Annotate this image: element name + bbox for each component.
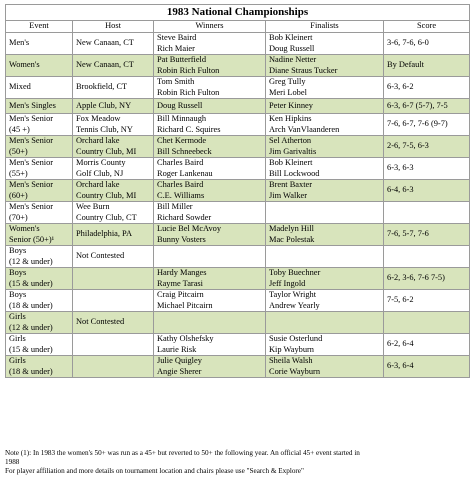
event-cell-line: Women's	[9, 60, 40, 70]
event-cell	[6, 268, 73, 290]
finalists-cell	[266, 224, 384, 246]
finalists-cell-line: Sheila Walsh	[269, 356, 313, 365]
finalists-cell	[266, 55, 384, 77]
finalists-cell	[266, 290, 384, 312]
winners-cell-line: Hardy Manges	[157, 268, 207, 277]
winners-cell-line: Rich Maier	[157, 43, 195, 53]
table-row	[6, 158, 470, 180]
finalists-cell-line: Bob Kleinert	[269, 158, 313, 167]
event-cell	[6, 158, 73, 180]
host-cell-line: Morris County	[76, 158, 126, 167]
table-row	[6, 268, 470, 290]
event-cell	[6, 224, 73, 246]
winners-cell-line: Lucie Bel McAvoy	[157, 224, 222, 233]
event-cell	[6, 334, 73, 356]
host-cell-line: Brookfield, CT	[76, 82, 128, 92]
finalists-cell-line: Kip Wayburn	[269, 344, 314, 354]
winners-cell	[154, 33, 266, 55]
championship-table-container	[5, 4, 469, 378]
score-cell: 7-5, 6-2	[384, 290, 470, 312]
winners-cell-line: Bill Minnaugh	[157, 114, 207, 123]
finalists-cell-line: Nadine Netter	[269, 55, 317, 64]
event-cell-line: (12 & under)	[9, 322, 53, 332]
finalists-cell	[266, 268, 384, 290]
host-cell	[73, 180, 154, 202]
header-row	[6, 21, 470, 33]
score-cell	[384, 312, 470, 334]
winners-cell	[154, 268, 266, 290]
winners-cell	[154, 99, 266, 114]
winners-cell-line: Kathy Olshefsky	[157, 334, 214, 343]
table-row	[6, 99, 470, 114]
finalists-cell-line: Doug Russell	[269, 43, 315, 53]
header-finalists: Finalists	[266, 21, 384, 33]
score-cell: 6-4, 6-3	[384, 180, 470, 202]
winners-cell	[154, 312, 266, 334]
event-cell-line: (15 & under)	[9, 344, 53, 354]
event-cell	[6, 290, 73, 312]
event-cell-line: Men's Senior	[9, 180, 54, 189]
event-cell	[6, 180, 73, 202]
finalists-cell-line: Ken Hipkins	[269, 114, 312, 123]
event-cell-line: (60+)	[9, 190, 28, 200]
winners-cell-line: Richard Sowder	[157, 212, 212, 222]
winners-cell	[154, 77, 266, 99]
score-cell	[384, 246, 470, 268]
finalists-cell	[266, 136, 384, 158]
event-cell-line: (50+)	[9, 146, 28, 156]
event-cell-line: Men's Senior	[9, 114, 54, 123]
finalists-cell-line: Meri Lobel	[269, 87, 307, 97]
host-cell-line: Country Club, MI	[76, 190, 137, 200]
winners-cell	[154, 356, 266, 378]
event-cell-line: Mixed	[9, 82, 31, 92]
table-row	[6, 356, 470, 378]
table-body	[6, 33, 470, 378]
winners-cell-line: Bunny Vosters	[157, 234, 206, 244]
event-cell	[6, 312, 73, 334]
finalists-cell-line: Corie Wayburn	[269, 366, 321, 376]
host-cell	[73, 312, 154, 334]
event-cell-line: Men's Senior	[9, 136, 54, 145]
score-cell: 7-6, 6-7, 7-6 (9-7)	[384, 114, 470, 136]
host-cell-line: Apple Club, NY	[76, 100, 132, 110]
host-cell-line: Orchard lake	[76, 180, 120, 189]
finalists-cell	[266, 158, 384, 180]
score-cell: 6-3, 6-2	[384, 77, 470, 99]
finalists-cell-line: Mac Polestak	[269, 234, 315, 244]
host-cell	[73, 114, 154, 136]
event-cell-line: Men's	[9, 38, 30, 48]
header-host: Host	[73, 21, 154, 33]
winners-cell-line: Charles Baird	[157, 158, 204, 167]
host-cell-line: Not Contested	[76, 251, 125, 261]
host-cell-line: Orchard lake	[76, 136, 120, 145]
table-title: 1983 National Championships	[6, 5, 470, 21]
host-cell	[73, 55, 154, 77]
winners-cell-line: Tom Smith	[157, 77, 195, 86]
event-cell	[6, 136, 73, 158]
event-cell	[6, 99, 73, 114]
finalists-cell	[266, 77, 384, 99]
winners-cell	[154, 246, 266, 268]
finalists-cell-line: Andrew Yearly	[269, 300, 320, 310]
table-row	[6, 180, 470, 202]
winners-cell	[154, 114, 266, 136]
score-cell: 6-3, 6-3	[384, 158, 470, 180]
event-cell-line: (55+)	[9, 168, 28, 178]
score-cell: 6-3, 6-4	[384, 356, 470, 378]
winners-cell-line: Rayme Tarasi	[157, 278, 204, 288]
finalists-cell	[266, 114, 384, 136]
host-cell	[73, 99, 154, 114]
event-cell	[6, 202, 73, 224]
finalists-cell	[266, 246, 384, 268]
finalists-cell-line: Jim Walker	[269, 190, 308, 200]
host-cell-line: Wee Burn	[76, 202, 110, 211]
winners-cell	[154, 334, 266, 356]
event-cell-line: Men's Senior	[9, 202, 54, 211]
winners-cell	[154, 180, 266, 202]
event-cell-line: Girls	[9, 334, 26, 343]
score-cell: 2-6, 7-5, 6-3	[384, 136, 470, 158]
table-row	[6, 246, 470, 268]
winners-cell-line: Richard C. Squires	[157, 124, 221, 134]
winners-cell	[154, 290, 266, 312]
table-row	[6, 202, 470, 224]
finalists-cell-line: Jeff Ingold	[269, 278, 306, 288]
finalists-cell-line: Jim Garivaltis	[269, 146, 317, 156]
table-row	[6, 77, 470, 99]
host-cell-line: Not Contested	[76, 317, 125, 327]
host-cell-line: Golf Club, NJ	[76, 168, 124, 178]
footnotes	[5, 449, 467, 476]
host-cell-line: Country Club, CT	[76, 212, 137, 222]
header-event: Event	[6, 21, 73, 33]
event-cell-line: Girls	[9, 312, 26, 321]
event-cell	[6, 246, 73, 268]
finalists-cell	[266, 312, 384, 334]
winners-cell	[154, 136, 266, 158]
finalists-cell	[266, 33, 384, 55]
table-row	[6, 136, 470, 158]
event-cell-line: Men's Senior	[9, 158, 54, 167]
finalists-cell	[266, 202, 384, 224]
table-row	[6, 114, 470, 136]
host-cell-line: New Canaan, CT	[76, 60, 134, 70]
winners-cell-line: Charles Baird	[157, 180, 204, 189]
finalists-cell-line: Bill Lockwood	[269, 168, 320, 178]
finalists-cell	[266, 334, 384, 356]
table-row	[6, 290, 470, 312]
host-cell	[73, 136, 154, 158]
finalists-cell-line: Susie Osterlund	[269, 334, 323, 343]
event-cell-line: Women's	[9, 224, 40, 233]
winners-cell	[154, 202, 266, 224]
event-cell-line: Senior (50+)¹	[9, 234, 55, 244]
finalists-cell-line: Madelyn Hill	[269, 224, 314, 233]
score-cell	[384, 202, 470, 224]
host-cell-line: Philadelphia, PA	[76, 229, 132, 239]
finalists-cell-line: Taylor Wright	[269, 290, 317, 299]
host-cell	[73, 246, 154, 268]
host-cell	[73, 202, 154, 224]
event-cell-line: (18 & under)	[9, 366, 53, 376]
score-cell: 3-6, 7-6, 6-0	[384, 33, 470, 55]
host-cell	[73, 77, 154, 99]
host-cell	[73, 356, 154, 378]
host-cell-line: Tennis Club, NY	[76, 124, 133, 134]
winners-cell-line: Steve Baird	[157, 33, 197, 42]
event-cell-line: (45 +)	[9, 124, 30, 134]
score-cell: 7-6, 5-7, 7-6	[384, 224, 470, 246]
table-row	[6, 224, 470, 246]
finalists-cell	[266, 99, 384, 114]
table-row	[6, 55, 470, 77]
finalists-cell-line: Arch VanVlaanderen	[269, 124, 340, 134]
winners-cell	[154, 224, 266, 246]
host-cell	[73, 158, 154, 180]
event-cell-line: Men's Singles	[9, 100, 56, 110]
event-cell-line: Boys	[9, 290, 27, 299]
score-cell: 6-2, 3-6, 7-6 7-5)	[384, 268, 470, 290]
event-cell	[6, 114, 73, 136]
score-cell: 6-3, 6-7 (5-7), 7-5	[384, 99, 470, 114]
event-cell	[6, 55, 73, 77]
footnote-1-continued: 1988	[5, 458, 20, 466]
winners-cell	[154, 55, 266, 77]
winners-cell-line: Doug Russell	[157, 100, 203, 110]
table-row	[6, 33, 470, 55]
header-score: Score	[384, 21, 470, 33]
winners-cell-line: Angie Sherer	[157, 366, 202, 376]
host-cell	[73, 33, 154, 55]
winners-cell-line: Robin Rich Fulton	[157, 87, 220, 97]
host-cell	[73, 290, 154, 312]
host-cell-line: Fox Meadow	[76, 114, 121, 123]
host-cell	[73, 268, 154, 290]
table-row	[6, 312, 470, 334]
event-cell	[6, 356, 73, 378]
event-cell-line: (15 & under)	[9, 278, 53, 288]
winners-cell-line: Pat Butterfield	[157, 55, 207, 64]
host-cell-line: New Canaan, CT	[76, 38, 134, 48]
winners-cell-line: Roger Lankenau	[157, 168, 213, 178]
winners-cell-line: Michael Pitcairn	[157, 300, 213, 310]
finalists-cell	[266, 180, 384, 202]
finalists-cell-line: Bob Kleinert	[269, 33, 313, 42]
host-cell	[73, 334, 154, 356]
event-cell	[6, 33, 73, 55]
event-cell-line: Girls	[9, 356, 26, 365]
event-cell-line: (18 & under)	[9, 300, 53, 310]
event-cell-line: Boys	[9, 246, 27, 255]
finalists-cell-line: Brent Baxter	[269, 180, 313, 189]
finalists-cell-line: Greg Tully	[269, 77, 306, 86]
host-cell-line: Country Club, MI	[76, 146, 137, 156]
winners-cell-line: Chet Kermode	[157, 136, 207, 145]
winners-cell-line: Laurie Risk	[157, 344, 197, 354]
host-cell	[73, 224, 154, 246]
event-cell	[6, 77, 73, 99]
winners-cell-line: Craig Pitcairn	[157, 290, 204, 299]
header-winners: Winners	[154, 21, 266, 33]
finalists-cell-line: Diane Straus Tucker	[269, 65, 338, 75]
score-cell: 6-2, 6-4	[384, 334, 470, 356]
winners-cell-line: Bill Schneebeck	[157, 146, 212, 156]
event-cell-line: (70+)	[9, 212, 28, 222]
event-cell-line: Boys	[9, 268, 27, 277]
winners-cell-line: Julie Quigley	[157, 356, 202, 365]
winners-cell-line: Bill Miller	[157, 202, 193, 211]
finalists-cell-line: Sel Atherton	[269, 136, 312, 145]
event-cell-line: (12 & under)	[9, 256, 53, 266]
finalists-cell	[266, 356, 384, 378]
footnote-1: Note (1): In 1983 the women's 50+ was run as a 45+ but reverted to 50+ the following year. An official 45+ event started in	[5, 449, 360, 457]
finalists-cell-line: Peter Kinney	[269, 100, 313, 110]
championship-table	[5, 4, 470, 378]
winners-cell	[154, 158, 266, 180]
winners-cell-line: C.E. Williams	[157, 190, 205, 200]
finalists-cell-line: Toby Buechner	[269, 268, 321, 277]
winners-cell-line: Robin Rich Fulton	[157, 65, 220, 75]
footnote-search: For player affiliation and more details on tournament location and chairs please use "Search & Explore"	[5, 467, 304, 475]
table-row	[6, 334, 470, 356]
score-cell: By Default	[384, 55, 470, 77]
